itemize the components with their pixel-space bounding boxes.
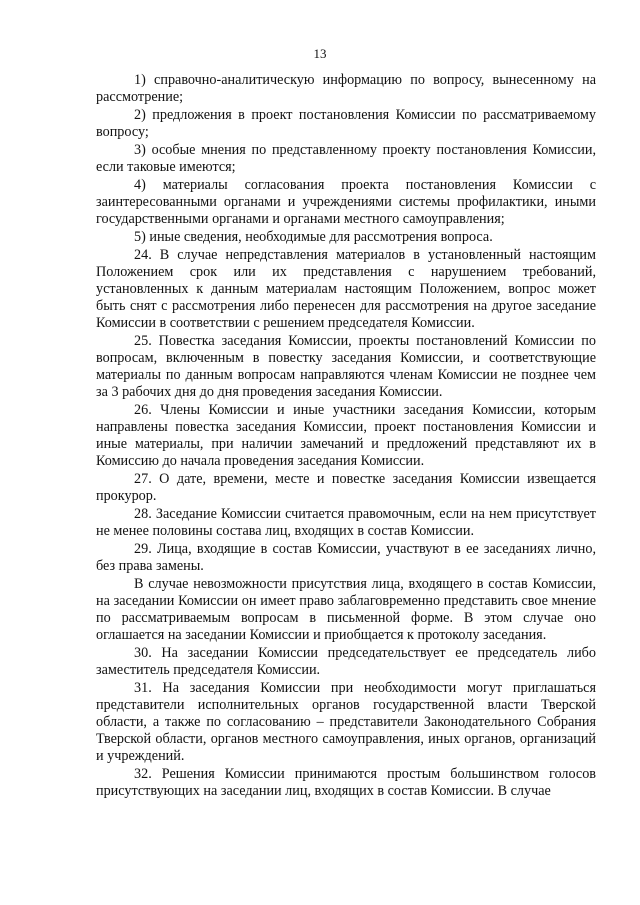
list-item-4: 4) материалы согласования проекта постановления Комиссии с заинтересованными органами и учреждениями системы профилактики, иными государственными органами и органами местного самоуправления; xyxy=(96,177,596,227)
clause-26: 26. Члены Комиссии и иные участники заседания Комиссии, которым направлены повестка заседания Комиссии, проект постановления Комиссии и иные материалы, при наличии замечаний и предложений представляют их в Комиссию до начала проведения заседания Комиссии. xyxy=(96,402,596,469)
list-item-1: 1) справочно-аналитическую информацию по вопросу, вынесенному на рассмотрение; xyxy=(96,72,596,105)
list-item-3: 3) особые мнения по представленному проекту постановления Комиссии, если таковые имеются; xyxy=(96,142,596,175)
clause-28: 28. Заседание Комиссии считается правомочным, если на нем присутствует не менее половины состава лиц, входящих в состав Комиссии. xyxy=(96,506,596,539)
clause-25: 25. Повестка заседания Комиссии, проекты постановлений Комиссии по вопросам, включенным в повестку заседания Комиссии, и соответствующие материалы по данным вопросам направляются членам Комиссии не позднее чем за 3 рабочих дня до дня проведения заседания Комиссии. xyxy=(96,333,596,400)
list-item-2: 2) предложения в проект постановления Комиссии по рассматриваемому вопросу; xyxy=(96,107,596,140)
list-item-5: 5) иные сведения, необходимые для рассмотрения вопроса. xyxy=(134,229,493,245)
page-number: 13 xyxy=(313,46,327,61)
clause-29: 29. Лица, входящие в состав Комиссии, участвуют в ее заседаниях лично, без права замены. xyxy=(96,541,596,574)
clause-31: 31. На заседания Комиссии при необходимости могут приглашаться представители исполнительных органов государственной власти Тверской области, а также по согласованию – представители Законодательного Собрания Тверской области, органов местного самоуправления, иных органов, организаций и учреждений. xyxy=(96,680,596,764)
document-body xyxy=(96,72,596,800)
clause-30: 30. На заседании Комиссии председательствует ее председатель либо заместитель председателя Комиссии. xyxy=(96,645,596,678)
clause-29-continued: В случае невозможности присутствия лица, входящего в состав Комиссии, на заседании Комиссии он имеет право заблаговременно представить свое мнение по рассматриваемым вопросам в письменной форме. В этом случае оно оглашается на заседании Комиссии и приобщается к протоколу заседания. xyxy=(96,576,596,643)
clause-24: 24. В случае непредставления материалов в установленный настоящим Положением срок или их представления с нарушением требований, установленных к данным материалам настоящим Положением, вопрос может быть снят с рассмотрения либо перенесен для рассмотрения на другое заседание Комиссии в соответствии с решением председателя Комиссии. xyxy=(96,247,596,331)
clause-32: 32. Решения Комиссии принимаются простым большинством голосов присутствующих на заседании лиц, входящих в состав Комиссии. В случае xyxy=(96,766,596,799)
clause-27: 27. О дате, времени, месте и повестке заседания Комиссии извещается прокурор. xyxy=(96,471,596,504)
